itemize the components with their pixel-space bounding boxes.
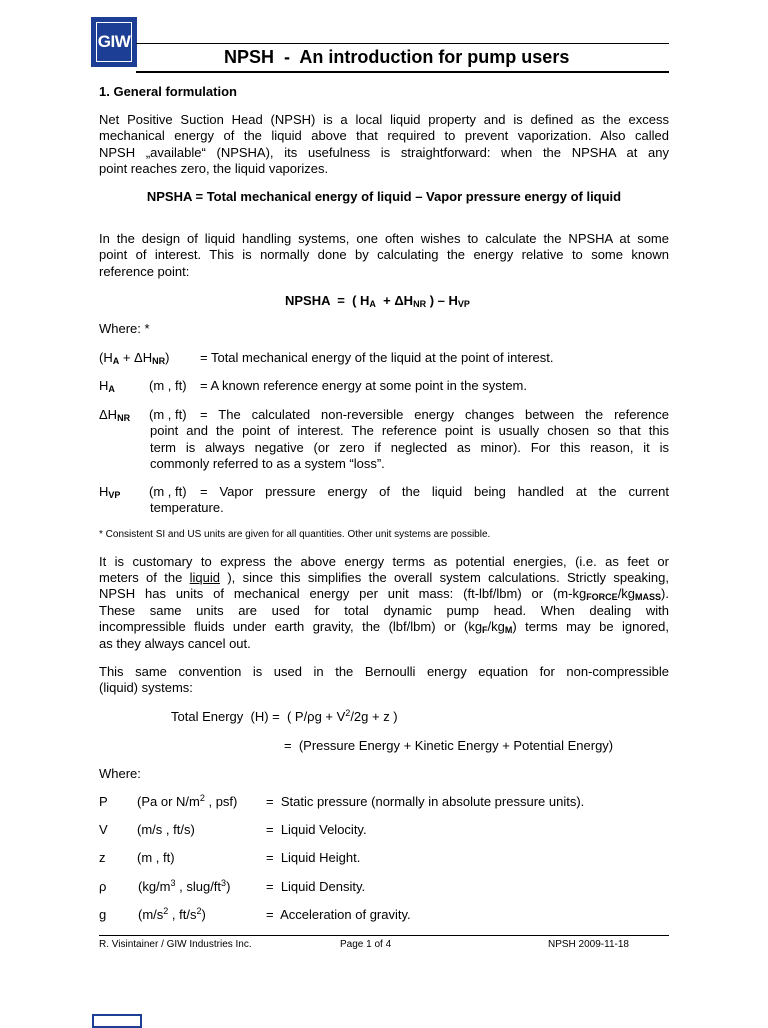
customary-text: ), since this simplifies the overall system calculations. Strictly speaking, <box>220 570 669 585</box>
def-symbol-part: H <box>99 484 109 499</box>
footer-rule <box>99 935 669 936</box>
footer-author: R. Visintainer / GIW Industries Inc. <box>99 939 252 950</box>
npsha-formula <box>285 293 470 308</box>
def-unit-ha: (m , ft) <box>149 378 187 393</box>
var-p-text: = Static pressure (normally in absolute pressure units). <box>266 794 585 809</box>
def-unit-hvp: (m , ft) <box>149 484 187 499</box>
te-sup: 2 <box>345 708 351 718</box>
customary-text: meters of the <box>99 570 190 585</box>
def-text-hnr-line-2: point and the point of interest. The reference point is usually chosen so that this <box>150 423 669 438</box>
var-v-unit: (m/s , ft/s) <box>137 822 195 837</box>
def-text-hvp-line-2: temperature. <box>150 500 224 515</box>
unit-part: ) <box>226 879 231 894</box>
var-g-unit <box>138 907 206 922</box>
formula-mid: + ΔH <box>375 293 414 308</box>
design-line-3: reference point: <box>99 264 190 279</box>
header-rule-bottom <box>136 71 669 73</box>
formula-prefix: NPSHA = ( H <box>285 293 370 308</box>
design-line-2: point of interest. This is normally done by calculating the energy relative to some known <box>99 247 669 262</box>
def-symbol-part: (H <box>99 350 113 365</box>
unit-part: (kg/m <box>138 879 171 894</box>
customary-line-5 <box>99 619 669 636</box>
footer-page: Page 1 of 4 <box>340 939 392 950</box>
unit-part: ) <box>201 907 206 922</box>
intro-line-2: mechanical energy of the liquid above that required to prevent vaporization. Also called <box>99 128 669 143</box>
formula-sub-vp: VP <box>457 299 470 309</box>
customary-text: /kg <box>487 619 505 634</box>
bernoulli-line-2: (liquid) systems: <box>99 680 193 695</box>
intro-line-3: NPSH „available“ (NPSHA), its usefulness is straightforward: when the NPSHA at any <box>99 145 669 160</box>
customary-text: ). <box>661 586 669 601</box>
footnote: * Consistent SI and US units are given for all quantities. Other unit systems are possible. <box>99 529 491 540</box>
total-energy-line-2: = (Pressure Energy + Kinetic Energy + Potential Energy) <box>284 738 614 753</box>
unit-sup: 2 <box>196 906 202 916</box>
var-v-symbol: V <box>99 822 108 837</box>
def-symbol-sub: A <box>108 384 115 394</box>
def-text-hvp-line-1: = Vapor pressure energy of the liquid being handled at the current <box>200 484 669 499</box>
design-line-1: In the design of liquid handling systems, one often wishes to calculate the NPSHA at some <box>99 231 669 246</box>
formula-sub-nr: NR <box>413 299 427 309</box>
liquid-underlined: liquid <box>189 570 220 585</box>
customary-text: ) terms may be ignored, <box>512 619 669 634</box>
sub-force: FORCE <box>586 592 618 602</box>
customary-line-6: as they always cancel out. <box>99 636 251 651</box>
var-g-text: = Acceleration of gravity. <box>266 907 411 922</box>
customary-text: NPSH has units of mechanical energy per unit mass: (ft-lbf/lbm) or (m-kg <box>99 586 587 601</box>
var-rho-text: = Liquid Density. <box>266 879 366 894</box>
customary-line-1: It is customary to express the above energy terms as potential energies, (i.e. as feet or <box>99 554 669 569</box>
var-z-symbol: z <box>99 850 106 865</box>
def-text-total: = Total mechanical energy of the liquid at the point of interest. <box>200 350 554 365</box>
def-symbol-hvp <box>99 484 120 501</box>
customary-line-3 <box>99 586 669 603</box>
var-p-symbol: P <box>99 794 108 809</box>
var-rho-unit <box>138 879 230 894</box>
customary-text: /kg <box>617 586 636 601</box>
def-symbol-part: H <box>99 378 109 393</box>
formula-sub-a: A <box>369 299 376 309</box>
where-label: Where: * <box>99 321 150 336</box>
def-symbol-sub: VP <box>108 490 121 500</box>
unit-sup: 2 <box>199 793 205 803</box>
var-v-text: = Liquid Velocity. <box>266 822 367 837</box>
section-heading: 1. General formulation <box>99 84 237 99</box>
def-symbol-ha <box>99 378 115 395</box>
var-rho-symbol: ρ <box>99 879 107 894</box>
bernoulli-line-1: This same convention is used in the Bernoulli energy equation for non-compressible <box>99 664 669 679</box>
unit-part: , slug/ft <box>175 879 222 894</box>
header-rule-top <box>136 43 669 44</box>
key-equation: NPSHA = Total mechanical energy of liquid – Vapor pressure energy of liquid <box>146 189 622 204</box>
def-text-hnr-line-1: = The calculated non-reversible energy changes between the reference <box>200 407 669 422</box>
var-z-text: = Liquid Height. <box>266 850 361 865</box>
def-symbol-hnr <box>99 407 130 424</box>
intro-line-1: Net Positive Suction Head (NPSH) is a local liquid property and is defined as the excess <box>99 112 669 127</box>
footer-doc: NPSH 2009-11-18 <box>548 939 629 950</box>
unit-sup: 3 <box>170 878 176 888</box>
def-symbol-part: + ΔH <box>119 350 153 365</box>
unit-part: (m/s <box>138 907 164 922</box>
unit-sup: 2 <box>163 906 169 916</box>
def-symbol-part: ΔH <box>99 407 118 422</box>
def-text-hnr-line-3: term is always negative (or zero if neglected as minor). For this reason, it is <box>150 440 669 455</box>
sub-f: F <box>482 625 488 635</box>
page-title: NPSH - An introduction for pump users <box>224 47 570 67</box>
te-lhs: Total Energy (H) = ( P/ρg + V <box>171 709 346 724</box>
customary-text: incompressible fluids under earth gravity, the (lbf/lbm) or (kg <box>99 619 483 634</box>
unit-part: , psf) <box>204 794 238 809</box>
formula-end: ) – H <box>426 293 458 308</box>
def-symbol-total <box>99 350 169 367</box>
logo-text: GIW <box>97 32 131 51</box>
def-symbol-sub: NR <box>117 413 131 423</box>
intro-line-4: point reaches zero, the liquid vaporizes. <box>99 161 329 176</box>
var-p-unit <box>137 794 237 809</box>
total-energy-equation <box>171 709 398 724</box>
sub-m: M <box>504 625 513 635</box>
def-unit-hnr: (m , ft) <box>149 407 187 422</box>
unit-sup: 3 <box>221 878 227 888</box>
customary-line-4: These same units are used for total dynamic pump head. When dealing with <box>99 603 669 618</box>
te-rhs: /2g + z ) <box>350 709 398 724</box>
where2-label: Where: <box>99 766 141 781</box>
customary-line-2 <box>99 570 669 586</box>
next-page-logo <box>92 1014 142 1028</box>
var-g-symbol: g <box>99 907 107 922</box>
def-symbol-part: ) <box>165 350 170 365</box>
def-text-ha: = A known reference energy at some point in the system. <box>200 378 527 393</box>
def-symbol-sub: NR <box>152 356 166 366</box>
unit-part: (Pa or N/m <box>137 794 200 809</box>
def-symbol-sub: A <box>112 356 120 366</box>
def-text-hnr-line-4: commonly referred to as a system “loss”. <box>150 456 385 471</box>
unit-part: , ft/s <box>168 907 197 922</box>
sub-mass: MASS <box>635 592 662 602</box>
giw-logo <box>92 18 136 66</box>
var-z-unit: (m , ft) <box>137 850 175 865</box>
